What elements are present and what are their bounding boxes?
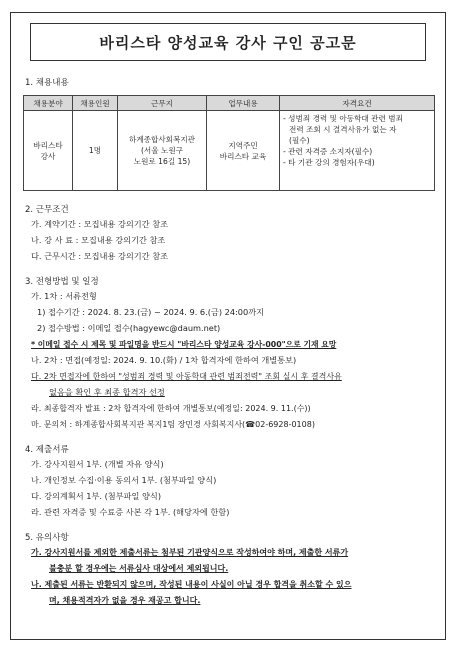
cell-field (24, 111, 73, 191)
cell-text: 바리스타 교육 (219, 151, 267, 161)
col-header: 근무지 (118, 96, 207, 111)
section-4-heading: 4. 제출서류 (25, 445, 69, 455)
cell-text: (서울 노원구 (140, 146, 184, 155)
notice-line: 며, 채용적격자가 없을 경우 재공고 합니다. (49, 596, 201, 605)
process-line: 없음을 확인 후 최종 합격자 선정 (49, 387, 165, 397)
cell-requirements (280, 111, 435, 191)
cell-text: 지역주민 (228, 140, 258, 150)
req-line: - 관련 자격증 소지자(필수) (283, 147, 373, 156)
page-title: 바리스타 양성교육 강사 구인 공고문 (99, 33, 357, 52)
cell-text: 강사 (40, 151, 56, 161)
col-header: 채용인원 (73, 96, 118, 111)
notice-line: 가. 강사지원서를 제외한 제출서류는 첨부된 기관양식으로 작성하여야 하며, 제출한 서류가 (31, 548, 349, 557)
process-line: 가. 1차 : 서류전형 (31, 291, 97, 301)
req-line: - 타 기관 강의 경험자(우대) (283, 158, 375, 167)
process-line: 라. 최종합격자 발표 : 2차 합격자에 한하여 개별통보(예정일: 2024. 9. 11.(수)) (31, 404, 311, 413)
req-line: - 성범죄 경력 및 아동학대 관련 범죄 (283, 114, 403, 123)
cell-count: 1명 (73, 111, 118, 191)
col-header: 자격요건 (280, 96, 435, 111)
title-box (30, 23, 426, 61)
section-3-heading: 3. 전형방법 및 일정 (25, 277, 99, 287)
cell-work (207, 111, 280, 191)
notice-line: 나. 제출된 서류는 반환되지 않으며, 작성된 내용이 사실이 아닐 경우 합격을 취소할 수 있으 (31, 580, 352, 589)
condition-item: 다. 근무시간 : 모집내용 강의기간 참조 (31, 251, 169, 261)
recruit-table (23, 95, 435, 191)
contact-line: 마. 문의처 : 하계종합사회복지관 복지1팀 장민경 사회복지사(☎02-6928-0108) (31, 420, 315, 429)
email-notice: * 이메일 접수 시 제목 및 파일명을 반드시 "바리스타 양성교육 강사-000"으로 기재 요망 (31, 340, 337, 349)
process-line: 나. 2차 : 면접(예정일: 2024. 9. 10.(화) / 1차 합격자에 한하여 개별통보) (31, 355, 297, 365)
table-row (24, 111, 435, 191)
section-2-heading: 2. 근무조건 (25, 205, 69, 215)
notice-page (10, 12, 446, 640)
req-line: 전력 조회 시 결격사유가 없는 자 (289, 125, 397, 134)
table-header-row (24, 96, 435, 111)
cell-text: 노원로 16길 15) (133, 157, 191, 166)
document-item: 가. 강사지원서 1부. (개별 자유 양식) (31, 459, 164, 469)
req-line: (필수) (289, 136, 310, 145)
col-header: 채용분야 (24, 96, 73, 111)
process-line: 2) 접수방법 : 이메일 접수(hagyewc@daum.net) (37, 323, 221, 333)
cell-text: 바리스타 (33, 140, 63, 150)
cell-text: 하계종합사회복지관 (128, 135, 196, 144)
process-line: 다. 2차 면접자에 한하여 "성범죄 경력 및 아동학대 관련 범죄전력" 조회 실시 후 결격사유 (31, 372, 342, 381)
col-header: 업무내용 (207, 96, 280, 111)
document-item: 다. 강의계획서 1부. (첨부파일 양식) (31, 491, 162, 501)
cell-place (118, 111, 207, 191)
document-item: 라. 관련 자격증 및 수료증 사본 각 1부. (해당자에 한함) (31, 507, 230, 517)
condition-item: 나. 강 사 료 : 모집내용 강의기간 참조 (31, 235, 166, 245)
condition-item: 가. 계약기간 : 모집내용 강의기간 참조 (31, 219, 169, 229)
process-line: 1) 접수기간 : 2024. 8. 23.(금) ~ 2024. 9. 6.(금) 24:00까지 (37, 307, 265, 317)
section-5-heading: 5. 유의사항 (25, 533, 69, 543)
notice-line: 불충분 할 경우에는 서류심사 대상에서 제외됩니다. (49, 564, 229, 573)
section-1-heading: 1. 채용내용 (25, 78, 69, 88)
document-item: 나. 개인정보 수집·이용 동의서 1부. (첨부파일 양식) (31, 475, 217, 485)
